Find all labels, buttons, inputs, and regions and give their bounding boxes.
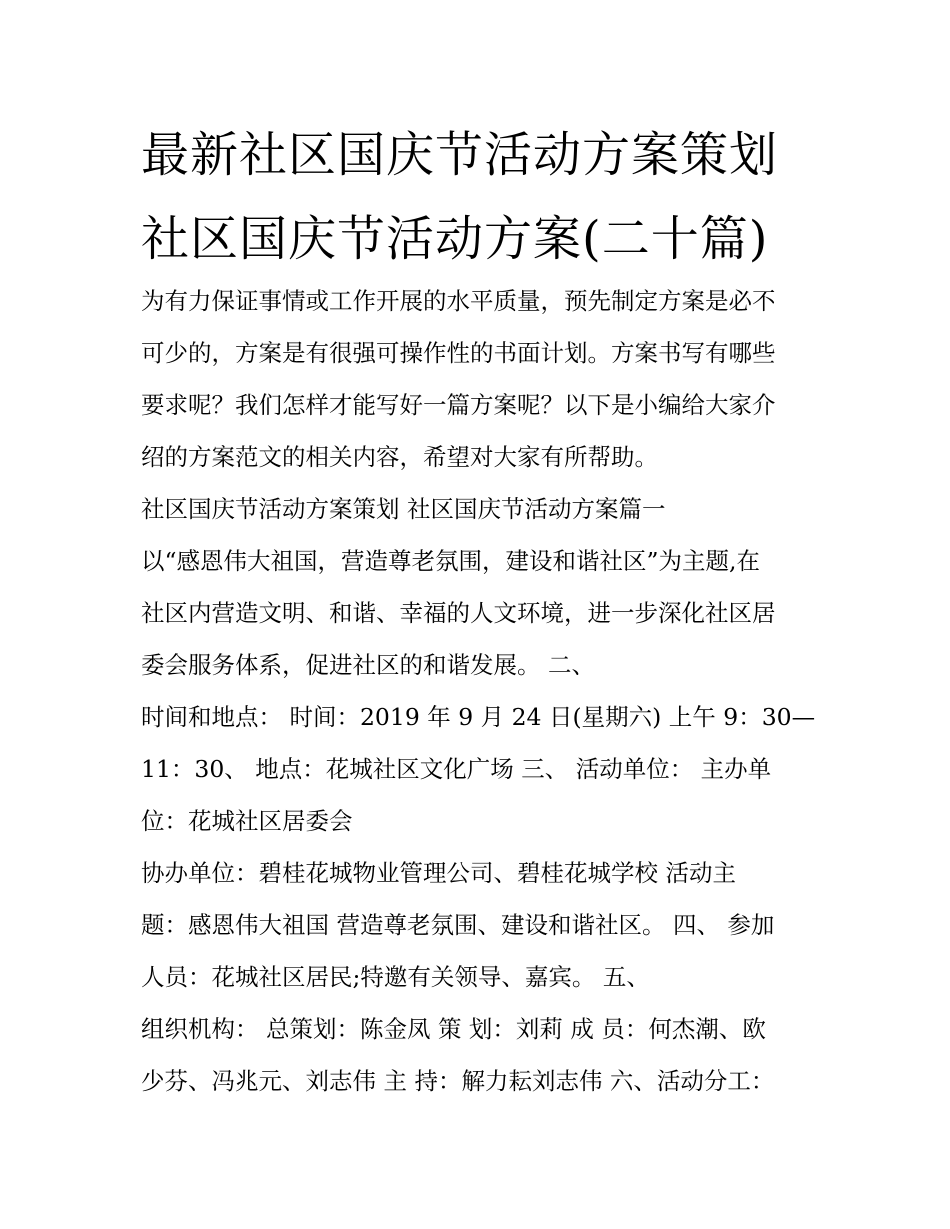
section-heading: 社区国庆节活动方案策划 社区国庆节活动方案篇一 (141, 495, 666, 523)
body-line: 为有力保证事情或工作开展的水平质量，预先制定方案是必不 (141, 287, 776, 315)
body-line: 要求呢？我们怎样才能写好一篇方案呢？以下是小编给大家介 (141, 391, 776, 419)
body-line: 人员：花城社区居民;特邀有关领导、嘉宾。 五、 (141, 963, 650, 991)
document-title (141, 113, 841, 281)
body-line: 题：感恩伟大祖国 营造尊老氛围、建设和谐社区。 四、 参加 (141, 911, 775, 939)
body-line: 绍的方案范文的相关内容，希望对大家有所帮助。 (141, 443, 658, 471)
body-line: 时间和地点： 时间：2019 年 9 月 24 日(星期六) 上午 9：30— (141, 703, 816, 731)
document-body (141, 275, 831, 1107)
body-line: 11：30、 地点：花城社区文化广场 三、 活动单位： 主办单 (141, 755, 772, 783)
body-line: 少芬、冯兆元、刘志伟 主 持：解力耘刘志伟 六、活动分工： (141, 1067, 775, 1095)
title-line-2: 社区国庆节活动方案(二十篇) (141, 211, 769, 267)
body-line: 委会服务体系，促进社区的和谐发展。 二、 (141, 651, 595, 679)
body-line: 社区内营造文明、和谐、幸福的人文环境，进一步深化社区居 (141, 599, 776, 627)
body-line: 以“感恩伟大祖国，营造尊老氛围，建设和谐社区”为主题,在 (141, 547, 760, 575)
body-line: 可少的，方案是有很强可操作性的书面计划。方案书写有哪些 (141, 339, 776, 367)
body-line: 协办单位：碧桂花城物业管理公司、碧桂花城学校 活动主 (141, 859, 736, 887)
body-line: 组织机构： 总策划：陈金凤 策 划：刘莉 成 员：何杰潮、欧 (141, 1015, 766, 1043)
title-line-1: 最新社区国庆节活动方案策划 (141, 127, 779, 183)
body-line: 位：花城社区居委会 (141, 807, 353, 835)
